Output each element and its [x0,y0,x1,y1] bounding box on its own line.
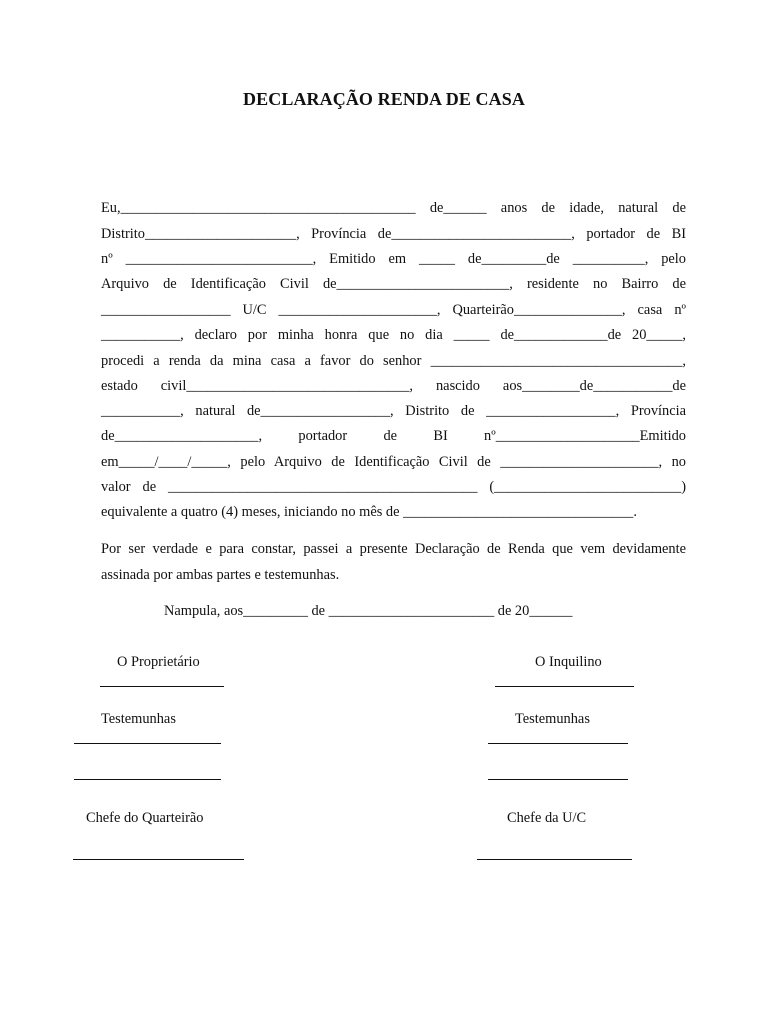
closing-line-1: Por ser verdade e para constar, passei a presente Declaração de Renda que vem devidamente [101,541,686,557]
body-line-6: ___________, declaro por minha honra que no dia _____ de_____________de 20_____, [101,327,686,343]
uc-chief-label: Chefe da U/C [507,810,587,826]
body-line-4: Arquivo de Identificação Civil de________________________, residente no Bairro de [101,276,686,292]
witness-right-signature-line-2 [488,779,628,780]
witnesses-right-label: Testemunhas [515,711,590,727]
body-line-11: em_____/____/_____, pelo Arquivo de Identificação Civil de ______________________, no [101,454,686,470]
body-line-12: valor de ___________________________________________ (__________________________) [101,479,686,495]
body-line-2: Distrito_____________________, Província de_________________________, portador de BI [101,226,686,242]
body-line-5: __________________ U/C ______________________, Quarteirão_______________, casa nº [101,302,686,318]
closing-line-2: assinada por ambas partes e testemunhas. [101,567,340,583]
witness-right-signature-line-1 [488,743,628,744]
uc-chief-signature-line [477,859,632,860]
body-line-7: procedi a renda da mina casa a favor do senhor ___________________________________, [101,353,686,369]
witnesses-left-label: Testemunhas [101,711,176,727]
body-line-13: equivalente a quatro (4) meses, iniciando no mês de ________________________________. [101,504,637,520]
block-chief-label: Chefe do Quarteirão [86,810,204,826]
witness-left-signature-line-1 [74,743,221,744]
block-chief-signature-line [73,859,244,860]
document-title: DECLARAÇÃO RENDA DE CASA [243,89,525,109]
body-line-8: estado civil_______________________________, nascido aos________de___________de [101,378,686,394]
body-line-10: de____________________, portador de BI nº____________________Emitido [101,428,686,444]
witness-left-signature-line-2 [74,779,221,780]
body-line-9: ___________, natural de__________________, Distrito de __________________, Província [101,403,686,419]
owner-label: O Proprietário [117,654,200,670]
body-line-3: nº __________________________, Emitido em _____ de_________de __________, pelo [101,251,686,267]
place-date-line: Nampula, aos_________ de _______________________ de 20______ [164,603,573,619]
owner-signature-line [100,686,224,687]
tenant-label: O Inquilino [535,654,602,670]
tenant-signature-line [495,686,634,687]
body-line-1: Eu,_________________________________________ de______ anos de idade, natural de [101,200,686,216]
